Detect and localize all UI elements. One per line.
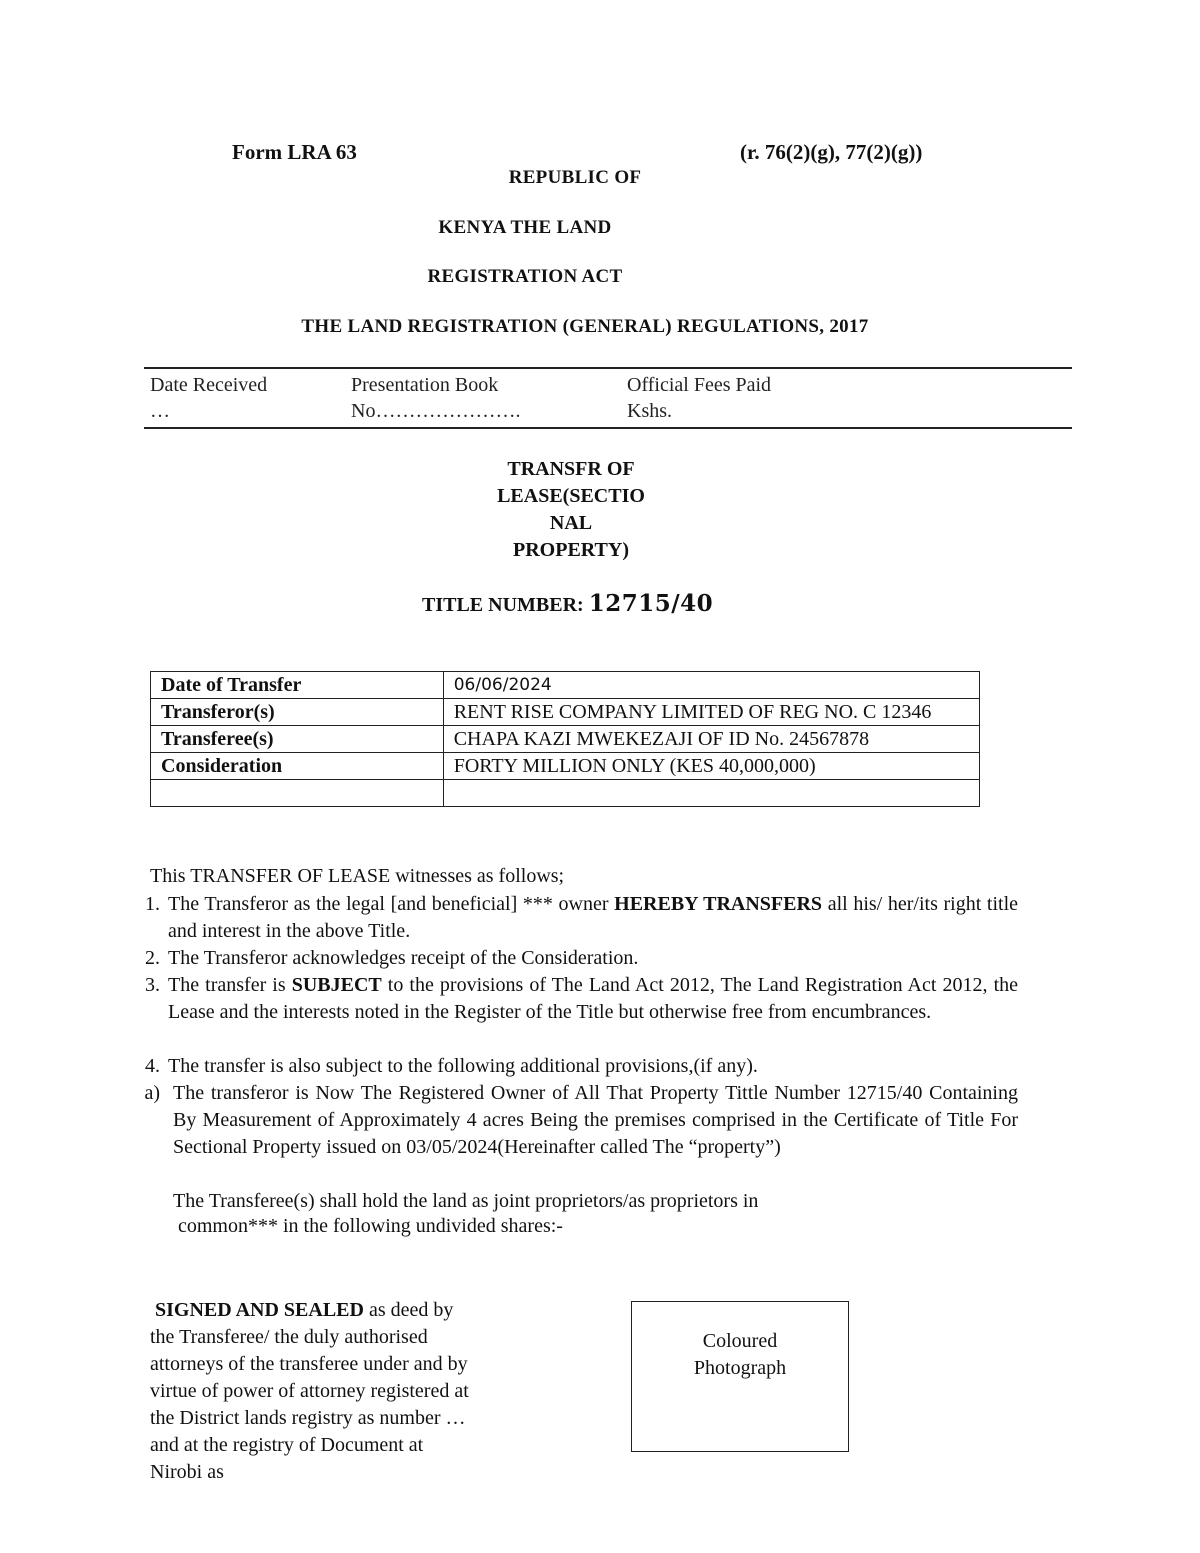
clause-number: 2. [145,947,160,969]
header-line-regulations: THE LAND REGISTRATION (GENERAL) REGULATIONS, 2017 [301,316,869,337]
photo-placeholder-box [631,1301,849,1452]
title-number-label: TITLE NUMBER: [422,594,589,616]
clause-a [130,1080,1018,1161]
title-line-3: NAL [549,512,593,534]
signature-text: as deed by the Transferee/ the duly authorised attorneys of the transferee under and by virtue of power of attorney registered at the District lands registry as number … and at the registry of Document at Nirobi as [150,1299,469,1483]
row-value: FORTY MILLION ONLY (KES 40,000,000) [443,753,979,780]
holding-statement-line-1: The Transferee(s) shall hold the land as joint proprietors/as proprietors in [173,1190,759,1212]
row-label: Transferee(s) [151,726,444,753]
clause-text-part: The Transferor as the legal [and beneficial] *** owner [168,893,615,915]
clause-emphasis: SUBJECT [291,974,382,996]
clause-emphasis: HEREBY TRANSFERS [614,893,823,915]
clause-text-part: all his/ her/its right title and interest in the above Title. [168,893,1018,942]
clause-text: The transferor is Now The Registered Owner of All That Property Tittle Number 12715/40 Containing By Measurement of Approximately 4 acres Being the premises comprised in the Certificate of Title For Sectional Property issued on 03/05/2024(Hereinafter called The “property”) [173,1082,1018,1158]
title-line-4: PROPERTY) [513,539,629,561]
title-line-1: TRANSFR OF [507,458,635,480]
holding-statement-line-2: common*** in the following undivided shares:- [178,1215,563,1237]
presentation-book-label: Presentation Book [351,374,499,396]
title-number [422,590,713,617]
row-label: Transferor(s) [151,699,444,726]
official-fees-label: Official Fees Paid [627,374,772,396]
clause-text-part: The transfer is [168,974,292,996]
clause-text [168,891,1018,945]
clause-2 [130,945,1018,972]
title-number-value: 12715/40 [588,590,714,617]
row-value: CHAPA KAZI MWEKEZAJI OF ID No. 24567878 [443,726,979,753]
photo-label-line-1: Coloured [702,1330,778,1352]
date-received-label: Date Received [150,374,268,396]
title-line-2: LEASE(SECTIO [497,485,645,507]
header-line-kenya: KENYA THE LAND [438,217,612,238]
date-received-value: … [150,400,170,422]
presentation-book-value: No…………………. [351,400,521,422]
table-row [151,780,980,807]
row-value [443,780,979,807]
signature-heading: SIGNED AND SEALED [155,1299,364,1321]
divider-bottom [144,427,1072,429]
official-fees-value: Kshs. [627,400,673,422]
transfer-details-table [150,671,980,807]
clause-number: a) [144,1082,160,1104]
divider-top [144,367,1072,369]
clause-1 [130,891,1018,945]
clause-3 [130,972,1018,1026]
clause-number: 3. [145,974,160,996]
table-row [151,753,980,780]
table-row [151,699,980,726]
header-line-act: REGISTRATION ACT [427,266,623,287]
table-row [151,726,980,753]
presentation-book-field [351,372,520,424]
row-label: Date of Transfer [151,672,444,699]
clause-4 [130,1053,1018,1080]
row-label: Consideration [151,753,444,780]
signature-attestation [150,1297,480,1486]
row-label [151,780,444,807]
regulation-reference: (r. 76(2)(g), 77(2)(g)) [740,140,923,164]
clause-number: 4. [145,1055,160,1077]
clause-text [168,972,1018,1026]
form-code: Form LRA 63 [232,140,357,164]
document-title [440,456,702,564]
date-received-field [150,372,267,424]
clause-number: 1. [145,893,160,915]
row-value: RENT RISE COMPANY LIMITED OF REG NO. C 12346 [443,699,979,726]
clause-text: The Transferor acknowledges receipt of the Consideration. [168,947,639,969]
photo-placeholder-label [632,1328,848,1382]
table-row [151,672,980,699]
clause-text-part: to the provisions of The Land Act 2012, The Land Registration Act 2012, the Lease and the interests noted in the Register of the Title but otherwise free from encumbrances. [168,974,1018,1023]
header-line-republic: REPUBLIC OF [508,167,642,188]
clause-text: The transfer is also subject to the following additional provisions,(if any). [168,1055,758,1077]
photo-label-line-2: Photograph [693,1357,787,1379]
witness-intro: This TRANSFER OF LEASE witnesses as follows; [150,865,565,887]
official-fees-field [627,372,771,424]
row-value: 06/06/2024 [443,672,979,699]
